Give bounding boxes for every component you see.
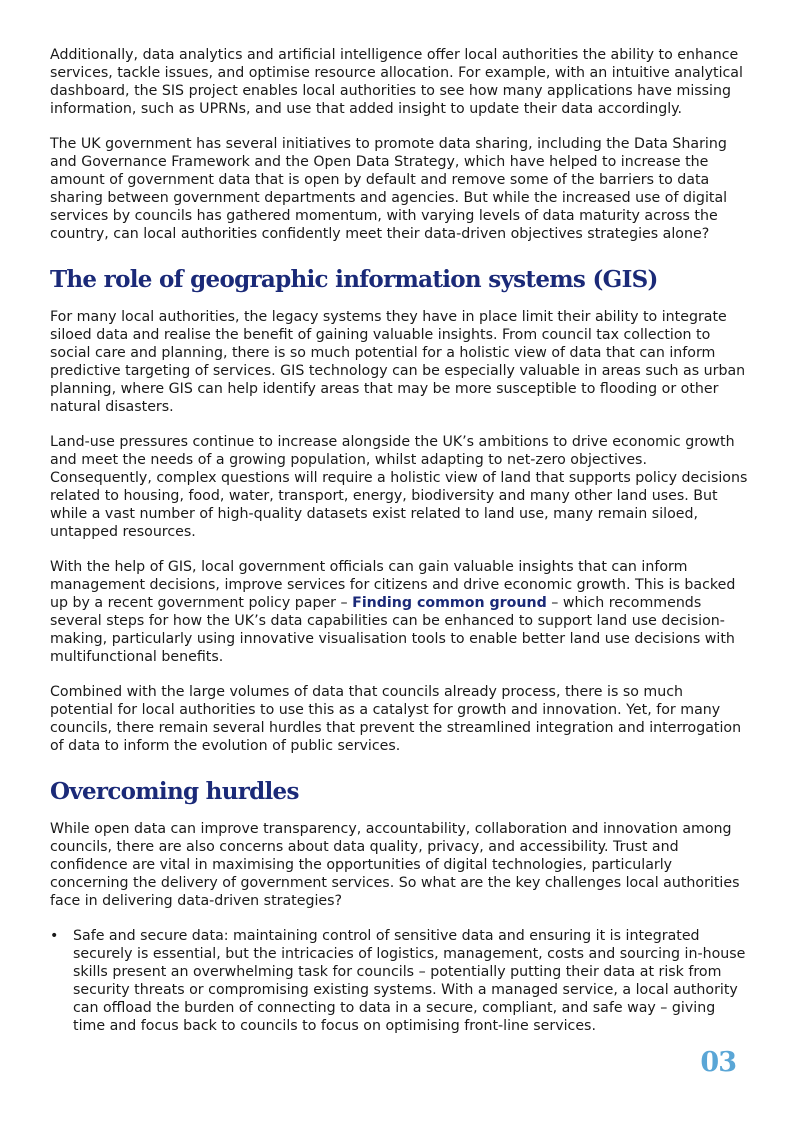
intro-paragraph-data-sharing: The UK government has several initiatives to promote data sharing, including the Data Sharing and Governance Framework and the Open Data Strategy, which have helped to increase the amount of government data that is open by default and remove some of the barriers to data sharing between government departments and agencies. But while the increased use of digital services by councils has gathered momentum, with varying levels of data maturity across the country, can local authorities confidently meet their data-driven objectives strategies alone? (50, 136, 728, 242)
bullet-marker: • (50, 928, 59, 944)
section-heading-hurdles: Overcoming hurdles (50, 778, 299, 805)
section-heading-gis: The role of geographic information systems (GIS) (50, 266, 658, 293)
gis-paragraph-policy-after: – which recommends several steps for how the UK’s data capabilities can be enhanced to support land use decision-making, particularly using innovative visualisation tools to enable better land use decisions with multifunctional benefits. (50, 595, 735, 665)
gis-paragraph-legacy-systems: For many local authorities, the legacy systems they have in place limit their ability to integrate siloed data and realise the benefit of gaining valuable insights. From council tax collection to social care and planning, there is so much potential for a holistic view of data that can inform predictive targeting of services. GIS technology can be especially valuable in areas such as urban planning, where GIS can help identify areas that may be more susceptible to flooding or other natural disasters. (50, 309, 746, 415)
gis-paragraph-policy-before: With the help of GIS, local government officials can gain valuable insights that can inform management decisions, improve services for citizens and drive economic growth. This is backed up by a recent government policy paper – (50, 559, 736, 611)
intro-paragraph-analytics: Additionally, data analytics and artificial intelligence offer local authorities the ability to enhance services, tackle issues, and optimise resource allocation. For example, with an intuitive analytical dashboard, the SIS project enables local authorities to see how many applications have missing information, such as UPRNs, and use that added insight to update their data accordingly. (50, 47, 743, 117)
bullet-text-safe-secure-data: Safe and secure data: maintaining control of sensitive data and ensuring it is integrated securely is essential, but the intricacies of logistics, management, costs and sourcing in-house skills present an overwhelming task for councils – potentially putting their data at risk from security threats or compromising existing systems. With a managed service, a local authority can offload the burden of connecting to data in a secure, compliant, and safe way – giving time and focus back to councils to focus on optimising front-line services. (73, 928, 746, 1034)
document-page (50, 46, 750, 1035)
page-number: 03 (700, 1047, 736, 1078)
finding-common-ground-link[interactable]: Finding common ground (352, 595, 547, 611)
list-item (50, 927, 750, 1035)
gis-paragraph-land-use: Land-use pressures continue to increase alongside the UK’s ambitions to drive economic growth and meet the needs of a growing population, whilst adapting to net-zero objectives. Consequently, complex questions will require a holistic view of land that supports policy decisions related to housing, food, water, transport, energy, biodiversity and many other land uses. But while a vast number of high-quality datasets exist related to land use, many remain siloed, untapped resources. (50, 434, 748, 540)
gis-paragraph-policy (50, 558, 750, 666)
hurdles-bullet-list (50, 927, 750, 1035)
gis-paragraph-catalyst: Combined with the large volumes of data that councils already process, there is so much potential for local authorities to use this as a catalyst for growth and innovation. Yet, for many councils, there remain several hurdles that prevent the streamlined integration and interrogation of data to inform the evolution of public services. (50, 684, 742, 754)
hurdles-paragraph-open-data: While open data can improve transparency, accountability, collaboration and innovation among councils, there are also concerns about data quality, privacy, and accessibility. Trust and confidence are vital in maximising the opportunities of digital technologies, particularly concerning the delivery of government services. So what are the key challenges local authorities face in delivering data-driven strategies? (50, 821, 740, 909)
